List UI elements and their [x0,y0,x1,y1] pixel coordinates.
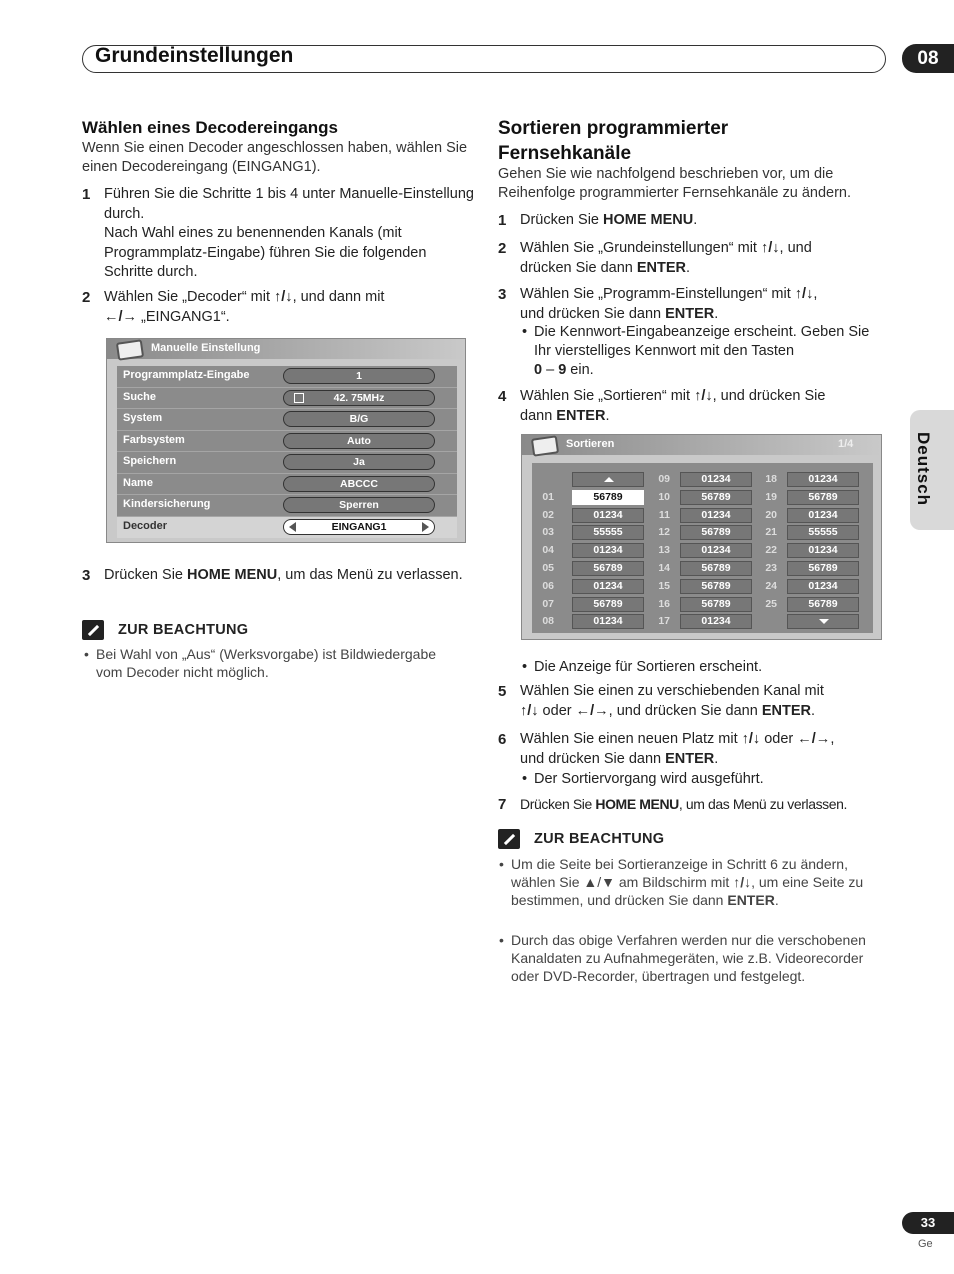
channel-slot-number: 17 [658,615,670,628]
channel-slot-number: 16 [658,597,670,610]
right-step-4 [498,387,890,426]
left-step-1 [82,185,474,283]
channel-slot-number: 23 [765,562,777,574]
channel-cell[interactable]: 01234 [787,472,859,487]
step-text: drücken Sie dann [520,259,637,276]
channel-slot-number: 11 [658,508,670,521]
right-arrow-icon [422,522,429,532]
note-icon [498,829,520,849]
step-text: . [714,750,719,767]
channel-cell-selected[interactable]: 56789 [572,490,644,505]
note-item [511,855,887,909]
menu-row-value-text: 42. 75MHz [333,391,385,404]
down-arrow-icon [819,619,829,624]
channel-slot-number: 05 [542,562,554,574]
right-title-line-1: Sortieren programmierter [498,118,729,139]
note-item: • Durch das obige Verfahren werden nur die verschobenen Kanaldaten zu Aufnahmegeräten, wie z.B. Videorecorder oder DVD-Recorder, übertragen und festgelegt. [511,931,887,985]
channel-cell[interactable]: 01234 [572,508,644,523]
language-tab-label: Deutsch [914,432,933,507]
left-section-title: Wählen eines Decodereingangs [82,118,339,137]
channel-cell[interactable]: 55555 [787,525,859,540]
left-intro: Wenn Sie einen Decoder angeschlossen haben, wählen Sie einen Decodereingang (EINGANG1). [82,140,468,175]
step-text: Wählen Sie „Grundeinstellungen“ mit [520,240,761,256]
step-number: 3 [498,286,507,303]
menu-row[interactable] [117,452,457,474]
channel-slot-number: 01 [542,490,554,503]
channel-slot-number: 13 [658,544,670,557]
tv-icon [116,339,144,360]
note-title: ZUR BEACHTUNG [534,831,665,847]
step-text: „EINGANG1“. [137,308,230,325]
menu-row-label: Programmplatz-Eingabe [123,369,250,381]
step-text: Führen Sie die Schritte 1 bis 4 unter Manuelle-Einstellung durch. [104,186,474,222]
right-step-2 [498,239,890,278]
key-name: 9 [558,362,567,378]
key-name: HOME MENU [603,212,694,228]
scroll-down-button[interactable] [787,614,859,629]
key-name: HOME MENU [187,567,278,583]
menu-list [117,366,457,538]
channel-slot-number: 09 [658,473,670,485]
menu-row[interactable] [117,388,457,410]
menu-row-value-text: EINGANG1 [331,520,387,533]
channel-slot-number: 24 [765,579,777,592]
menu-row-label: Farbsystem [123,433,185,446]
step-text: Wählen Sie „Decoder“ mit [104,289,275,305]
right-step-3-bullet [534,323,884,380]
screen-title: Sortieren [566,438,615,450]
menu-row-value: B/G [283,411,435,427]
channel-cell[interactable]: 01234 [787,579,859,594]
left-step-2 [82,288,474,327]
step-text: oder [760,731,798,747]
page-title: Grundeinstellungen [95,44,294,67]
right-step-7 [498,795,900,815]
channel-cell[interactable]: 01234 [572,579,644,594]
channel-slot-number: 02 [542,508,554,521]
channel-cell[interactable]: 56789 [572,561,644,576]
menu-row-value[interactable] [283,519,435,535]
language-code: Ge [918,1238,933,1250]
channel-slot-number: 19 [765,490,777,503]
channel-cell[interactable]: 56789 [680,579,752,594]
right-title-line-2: Fernsehkanäle [498,143,632,164]
channel-slot-number: 12 [658,526,670,539]
channel-slot-number: 10 [658,490,670,503]
step-text: . [605,407,610,424]
step-text: oder [538,702,576,719]
menu-row[interactable] [117,409,457,431]
right-section-title [498,116,728,166]
step-text: . [714,305,719,322]
right-step-5 [498,682,890,721]
channel-slot-number: 04 [542,544,554,557]
left-right-arrows-icon: ←/→ [797,731,831,747]
channel-slot-number: 20 [765,508,777,521]
step-text: , um das Menü zu verlassen. [277,567,463,583]
step-text: . [693,212,698,228]
channel-slot-number: 07 [542,597,554,610]
sort-grid [532,463,873,633]
menu-row-label: System [123,412,163,424]
sort-screen [521,434,882,640]
channel-cell[interactable]: 01234 [680,543,752,558]
step-text: . [686,259,691,276]
step-text: Wählen Sie einen neuen Platz mit [520,731,742,747]
screen-header [107,339,465,359]
step-text: Drücken Sie [520,212,604,228]
chapter-badge: 08 [902,44,954,73]
channel-cell[interactable]: 56789 [680,490,752,505]
menu-row-value: Auto [283,433,435,449]
menu-row-label: Kindersicherung [123,498,211,510]
step-text: und drücken Sie dann [520,750,666,767]
note-text: Um die Seite bei Sortieranzeige in Schritt 6 zu ändern, wählen Sie ▲/▼ am Bildschirm mit [511,856,848,890]
channel-slot-number: 15 [658,579,670,592]
sort-bullet: • Die Anzeige für Sortieren erscheint. [534,658,884,677]
step-number: 1 [498,212,507,229]
screen-title: Manuelle Einstellung [151,342,261,354]
step-number: 7 [498,796,506,813]
note-icon [82,620,104,640]
key-name: ENTER [636,259,687,276]
channel-cell[interactable]: 01234 [680,614,752,629]
channel-slot-number: 14 [658,562,670,574]
step-number: 4 [498,388,507,405]
page-number: 33 [902,1212,954,1234]
channel-cell[interactable]: 56789 [787,561,859,576]
right-step-6 [498,730,890,769]
step-text: , [830,731,835,747]
right-intro: Gehen Sie wie nachfolgend beschrieben vor, um die Reihenfolge programmierter Fernsehkanäle zu ändern. [498,166,852,201]
channel-cell[interactable]: 01234 [680,508,752,523]
bullet-text: ein. [566,362,594,378]
up-down-arrows-icon: ↑/↓ [520,702,539,719]
channel-slot-number: 03 [542,526,554,539]
bullet-text: – [542,362,559,378]
channel-cell[interactable]: 56789 [572,597,644,612]
up-down-arrows-icon: ↑/↓ [274,289,293,305]
step-number: 2 [82,289,91,306]
step-text: Drücken Sie [520,796,596,812]
right-step-6-bullet: • Der Sortiervorgang wird ausgeführt. [534,770,884,789]
key-name: ENTER [556,407,606,424]
step-number: 6 [498,731,507,748]
channel-slot-number: 18 [765,473,777,485]
step-text: und drücken Sie dann [520,305,666,322]
channel-cell[interactable]: 01234 [787,508,859,523]
channel-cell[interactable]: 01234 [680,472,752,487]
manual-settings-screen [106,338,466,543]
step-text: , und [779,240,812,256]
channel-cell[interactable]: 56789 [680,525,752,540]
right-step-1 [498,211,890,231]
step-text: , um das Menü zu verlassen. [678,796,848,812]
menu-row-value: ABCCC [283,476,435,492]
scroll-up-button[interactable] [572,472,644,487]
up-down-arrows-icon: ↑/↓ [733,874,752,890]
step-number: 3 [82,567,91,584]
step-text: Wählen Sie „Programm-Einstellungen“ mit [520,286,795,302]
up-down-arrows-icon: ↑/↓ [694,388,713,404]
channel-cell[interactable]: 01234 [787,543,859,558]
menu-row-label: Suche [123,390,157,403]
channel-slot-number: 21 [765,526,777,539]
step-text: dann [520,407,557,424]
note-text: . [774,892,779,908]
key-name: ENTER [665,305,715,322]
menu-row[interactable] [117,431,457,453]
key-name: 0 [534,362,543,378]
menu-row-label: Decoder [123,519,168,532]
step-number: 5 [498,683,507,700]
step-text: Drücken Sie [104,567,188,583]
menu-row-label: Speichern [123,455,177,467]
menu-row-value: 1 [283,368,435,384]
menu-row[interactable] [117,495,457,517]
screen-header [522,435,881,455]
step-text: . [810,702,816,719]
step-text: , und drücken Sie [712,388,826,404]
step-text: Wählen Sie „Sortieren“ mit [520,388,695,404]
step-number: 2 [498,240,507,257]
up-arrow-icon [604,477,614,482]
page-indicator: 1/4 [838,438,854,450]
scan-icon [294,393,304,403]
channel-cell[interactable]: 01234 [572,543,644,558]
channel-slot-number: 08 [542,615,554,628]
left-right-arrows-icon: ←/→ [104,308,138,325]
channel-cell[interactable]: 56789 [680,561,752,576]
channel-slot-number: 22 [765,544,777,557]
step-text: Wählen Sie einen zu verschiebenden Kanal mit [520,683,824,699]
channel-slot-number: 25 [765,597,777,610]
menu-row-value [283,390,435,406]
left-arrow-icon [289,522,296,532]
key-name: ENTER [761,702,811,719]
step-text-2: Nach Wahl eines zu benennenden Kanals (mit Programmplatz-Eingabe) führen Sie die folgenden Schritte durch. [104,225,427,280]
note-text: , um eine Seite zu bestimmen, und drücken Sie dann [511,874,864,908]
step-text: , und dann mit [292,289,385,305]
step-number: 1 [82,186,91,203]
bullet-text: • Die Kennwort-Eingabeanzeige erscheint. Geben Sie Ihr vierstelliges Kennwort mit den Tasten [534,324,870,359]
key-name: HOME MENU [595,796,679,812]
left-step-3 [82,566,474,586]
up-down-arrows-icon: ↑/↓ [741,731,761,747]
note-item: • Bei Wahl von „Aus“ (Werksvorgabe) ist Bildwiedergabe vom Decoder nicht möglich. [96,645,466,681]
right-step-3 [498,285,890,324]
menu-row-value: Ja [283,454,435,470]
channel-cell[interactable]: 56789 [787,490,859,505]
up-down-arrows-icon: ↑/↓ [760,240,780,256]
step-text: , [813,286,818,302]
note-title: ZUR BEACHTUNG [118,622,249,638]
key-name: ENTER [665,750,715,767]
up-down-arrows-icon: ↑/↓ [794,286,814,302]
menu-row-label: Name [123,476,153,489]
channel-cell[interactable]: 56789 [787,597,859,612]
channel-cell[interactable]: 01234 [572,614,644,629]
tv-icon [531,435,559,456]
channel-cell[interactable]: 56789 [680,597,752,612]
key-name: ENTER [727,892,775,908]
menu-row-selected[interactable] [117,517,457,539]
menu-row-value: Sperren [283,497,435,513]
channel-slot-number: 06 [542,579,554,592]
left-right-arrows-icon: ←/→ [575,702,609,719]
menu-row[interactable] [117,474,457,496]
channel-cell[interactable]: 55555 [572,525,644,540]
menu-row[interactable] [117,366,457,388]
step-text: , und drücken Sie dann [608,702,762,719]
